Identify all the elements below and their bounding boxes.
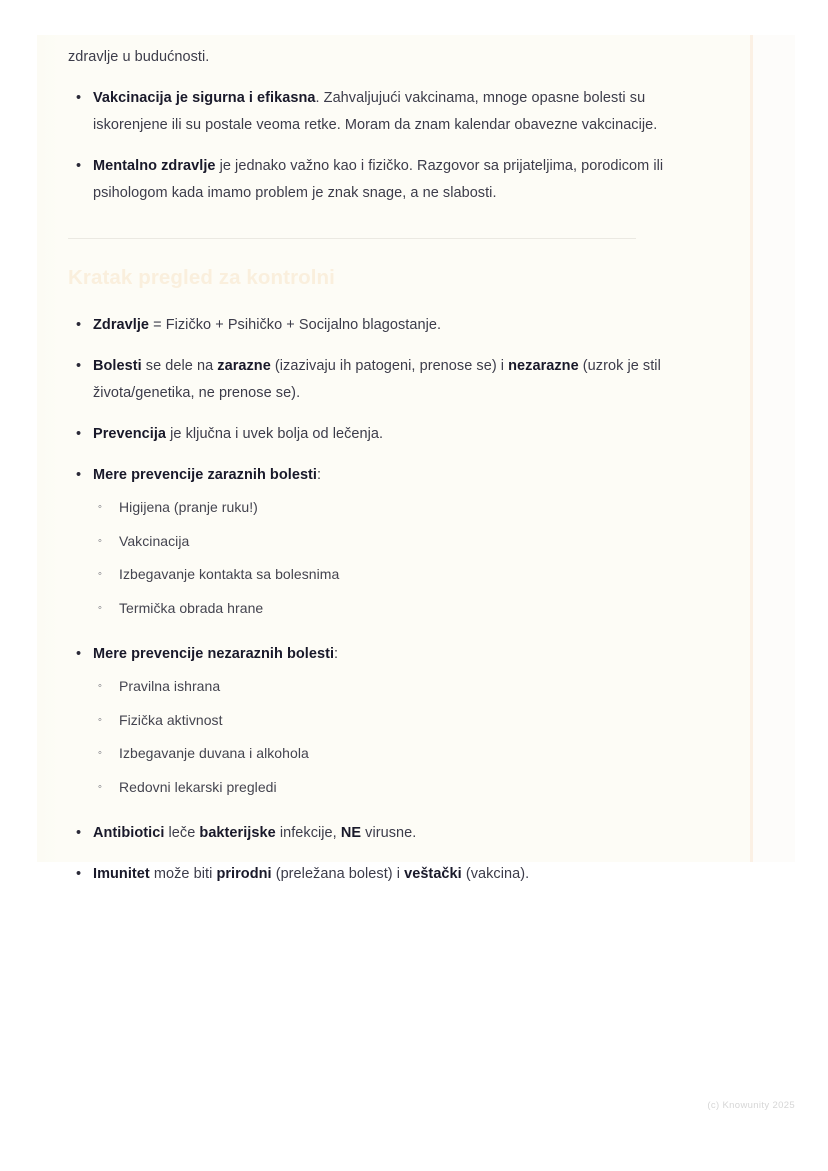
sub-list-item-label: Izbegavanje duvana i alkohola: [119, 745, 309, 761]
list-item: [93, 592, 678, 626]
bullet-icon: •: [76, 866, 82, 882]
list-item-tail: :: [334, 646, 339, 662]
sub-bullet-icon: ◦: [98, 601, 102, 614]
list-item-tail: :: [317, 467, 322, 483]
bullet-icon: •: [76, 646, 82, 662]
text-run-bold: zarazne: [217, 358, 271, 374]
list-item: [68, 421, 678, 448]
sub-list-contagious: [93, 491, 678, 625]
bullet-icon: •: [76, 426, 82, 442]
list-item: [68, 820, 678, 847]
text-run: virusne.: [361, 825, 417, 841]
text-run: je ključna i uvek bolja od lečenja.: [166, 426, 384, 442]
section-divider-wrap: [68, 238, 636, 239]
list-item: [93, 771, 678, 805]
text-run-bold: Prevencija: [93, 426, 167, 442]
text-run: može biti: [149, 866, 217, 882]
list-item: [93, 525, 678, 559]
text-run-bold: bakterijske: [199, 825, 276, 841]
text-run-bold: Imunitet: [93, 866, 150, 882]
sub-list-item-label: Pravilna ishrana: [119, 678, 221, 694]
text-run-bold: veštački: [404, 866, 462, 882]
bullet-icon: •: [76, 825, 82, 841]
sub-list-noncontagious: [93, 670, 678, 804]
bullet-icon: •: [76, 317, 82, 333]
sub-bullet-icon: ◦: [98, 780, 102, 793]
text-run-bold: Bolesti: [93, 358, 142, 374]
list-item-measures-noncontagious: [68, 641, 678, 804]
sub-list-item-label: Redovni lekarski pregledi: [119, 778, 277, 795]
text-run: infekcije,: [275, 825, 341, 841]
list-item: [68, 312, 678, 339]
list-item: [68, 861, 678, 888]
sub-bullet-icon: ◦: [98, 501, 102, 513]
sub-bullet-icon: ◦: [98, 568, 102, 580]
list-item: [68, 153, 678, 207]
document-content: [68, 35, 678, 888]
text-run: se dele na: [141, 358, 218, 374]
bullet-icon: •: [76, 90, 82, 106]
text-run-bold: nezarazne: [508, 358, 579, 374]
rich-text: [93, 317, 441, 333]
section-heading-wrap: [68, 265, 678, 291]
footer-copyright: (c) Knowunity 2025: [707, 1100, 795, 1111]
sub-list-item-label: Termička obrada hrane: [119, 599, 264, 616]
text-run: (vakcina).: [461, 866, 530, 882]
continued-paragraph: zdravlje u budućnosti.: [68, 49, 210, 65]
rich-text: [93, 866, 529, 882]
list-item: [93, 670, 678, 704]
list-item-lead: Mere prevencije nezaraznih bolesti: [93, 646, 335, 662]
list-item: [93, 558, 678, 592]
text-run-bold: NE: [340, 825, 362, 841]
section-divider: [68, 238, 636, 239]
list-item-lead: Mere prevencije zaraznih bolesti: [93, 467, 318, 483]
bullet-icon: •: [76, 358, 82, 374]
document-card: [37, 35, 795, 882]
text-run: = Fizičko + Psihičko + Socijalno blagostanje.: [149, 317, 442, 333]
text-run-bold: Zdravlje: [93, 317, 150, 333]
text-run: leče: [164, 825, 200, 841]
text-run-bold: prirodni: [216, 866, 272, 882]
text-run: (uzrok je stil života/genetika, ne prenose se).: [93, 358, 661, 401]
list-item-measures-contagious: [68, 462, 678, 625]
list-item-rest: . Zahvaljujući vakcinama, mnoge opasne bolesti su iskorenjene ili su postale veoma retke. Moram da znam kalendar obavezne vakcinacije.: [93, 90, 658, 133]
card-left-edge-wash: [37, 35, 63, 862]
text-run-bold: Antibiotici: [93, 825, 165, 841]
sub-bullet-icon: ◦: [98, 680, 102, 692]
list-item: [68, 353, 678, 407]
sub-list-item-label: Higijena (pranje ruku!): [119, 499, 258, 515]
text-run: (izazivaju ih patogeni, prenose se) i: [270, 358, 509, 374]
sub-bullet-icon: ◦: [98, 747, 102, 759]
rich-text: [93, 825, 416, 841]
list-item-rest: je jednako važno kao i fizičko. Razgovor sa prijateljima, porodicom ili psihologom kada imamo problem je znak snage, a ne slabosti.: [93, 158, 664, 201]
bullet-icon: •: [76, 467, 82, 483]
card-right-margin-panel: [753, 35, 795, 862]
sub-bullet-icon: ◦: [98, 534, 102, 547]
rich-text: [93, 358, 661, 401]
list-item: [93, 737, 678, 771]
summary-bullet-list: [68, 312, 678, 888]
sub-list-item-label: Vakcinacija: [119, 532, 190, 549]
sub-list-item-label: Izbegavanje kontakta sa bolesnima: [119, 566, 340, 582]
list-item: [93, 704, 678, 738]
rich-text: [93, 426, 383, 442]
list-item-lead: Mentalno zdravlje: [93, 158, 216, 174]
list-item: [68, 85, 678, 139]
top-bullet-list: [68, 85, 678, 207]
section-heading: Kratak pregled za kontrolni: [68, 266, 335, 289]
sub-bullet-icon: ◦: [98, 713, 102, 726]
sub-list-item-label: Fizička aktivnost: [119, 711, 223, 728]
list-item: [93, 491, 678, 525]
text-run: (preležana bolest) i: [271, 866, 405, 882]
list-item-lead: Vakcinacija je sigurna i efikasna: [93, 90, 316, 106]
bullet-icon: •: [76, 158, 82, 174]
